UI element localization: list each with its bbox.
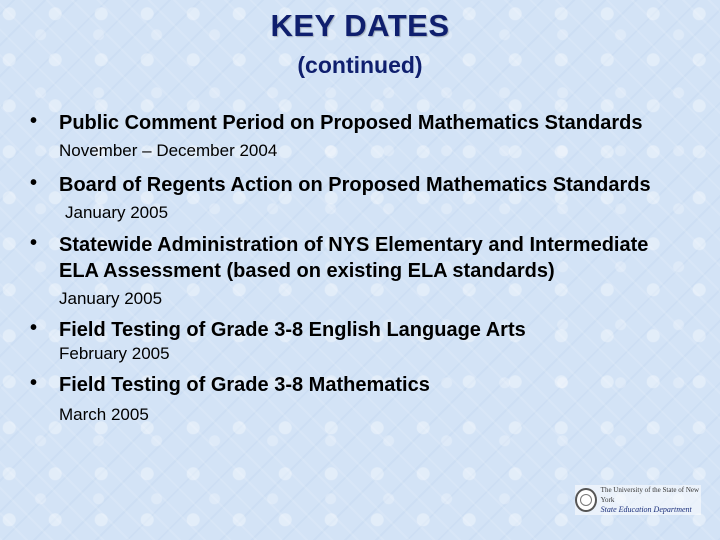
item-date: March 2005 <box>59 405 149 424</box>
nysed-logo <box>575 485 701 515</box>
page-subtitle: (continued) <box>297 52 423 78</box>
item-heading: Field Testing of Grade 3-8 English Language Arts <box>59 319 526 341</box>
bullet-icon: • <box>30 110 38 132</box>
item-heading: Public Comment Period on Proposed Mathematics Standards <box>59 112 643 134</box>
item-date: January 2005 <box>59 289 163 308</box>
seal-icon <box>575 488 597 512</box>
logo-line-1: The University of the State of New York <box>600 486 700 504</box>
item-heading: Field Testing of Grade 3-8 Mathematics <box>59 374 430 396</box>
item-heading: Statewide Administration of NYS Elementary and Intermediate ELA Assessment (based on existing ELA standards) <box>59 234 649 282</box>
bullet-icon: • <box>30 172 38 194</box>
bullet-icon: • <box>30 372 38 394</box>
key-dates-list <box>30 110 690 426</box>
bullet-icon: • <box>30 232 38 254</box>
list-item <box>30 232 690 310</box>
logo-text <box>601 485 701 515</box>
page-title: KEY DATES <box>270 8 450 43</box>
list-item <box>30 317 690 365</box>
bullet-icon: • <box>30 317 38 339</box>
item-heading: Board of Regents Action on Proposed Mathematics Standards <box>59 174 651 196</box>
logo-line-2: State Education Department <box>600 505 692 514</box>
item-date: November – December 2004 <box>59 141 278 160</box>
list-item <box>30 110 690 162</box>
item-date: January 2005 <box>65 203 169 222</box>
item-date: February 2005 <box>59 344 170 363</box>
list-item <box>30 372 690 426</box>
list-item <box>30 172 690 224</box>
